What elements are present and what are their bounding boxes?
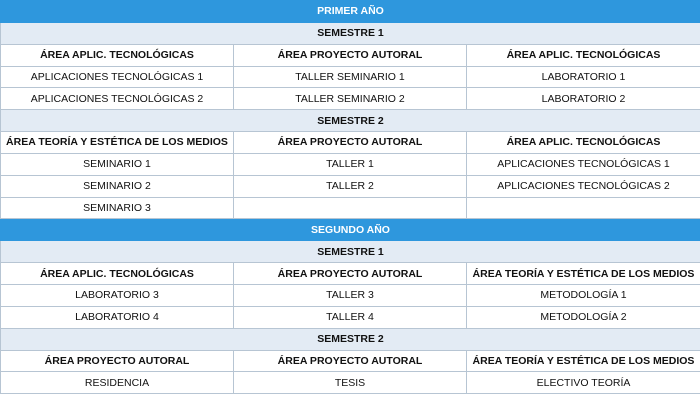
table-row: [1, 284, 700, 306]
course-cell: TALLER SEMINARIO 2: [234, 88, 467, 110]
course-cell: LABORATORIO 2: [467, 88, 700, 110]
area-header-row: [1, 350, 700, 372]
course-cell: TALLER SEMINARIO 1: [234, 66, 467, 88]
course-cell: ELECTIVO TEORÍA: [467, 372, 700, 394]
course-cell: METODOLOGÍA 1: [467, 284, 700, 306]
table-row: [1, 153, 700, 175]
area-header: ÁREA TEORÍA Y ESTÉTICA DE LOS MEDIOS: [467, 263, 700, 285]
area-header: ÁREA PROYECTO AUTORAL: [1, 350, 234, 372]
course-cell: APLICACIONES TECNOLÓGICAS 2: [1, 88, 234, 110]
table-row: [1, 66, 700, 88]
area-header: ÁREA PROYECTO AUTORAL: [234, 263, 467, 285]
course-cell: APLICACIONES TECNOLÓGICAS 1: [1, 66, 234, 88]
course-cell: LABORATORIO 1: [467, 66, 700, 88]
course-cell: LABORATORIO 3: [1, 284, 234, 306]
area-header: ÁREA APLIC. TECNOLÓGICAS: [1, 44, 234, 66]
area-header: ÁREA PROYECTO AUTORAL: [234, 350, 467, 372]
course-cell: SEMINARIO 1: [1, 153, 234, 175]
empty-cell: [234, 197, 467, 219]
course-cell: TALLER 2: [234, 175, 467, 197]
course-cell: SEMINARIO 3: [1, 197, 234, 219]
course-cell: TALLER 4: [234, 306, 467, 328]
area-header: ÁREA PROYECTO AUTORAL: [234, 132, 467, 154]
area-header-row: [1, 44, 700, 66]
year-title: SEGUNDO AÑO: [1, 219, 700, 241]
table-row: [1, 306, 700, 328]
semester-header-row: [1, 328, 700, 350]
table-row: [1, 372, 700, 394]
course-cell: TALLER 3: [234, 284, 467, 306]
course-cell: RESIDENCIA: [1, 372, 234, 394]
course-cell: SEMINARIO 2: [1, 175, 234, 197]
course-cell: METODOLOGÍA 2: [467, 306, 700, 328]
area-header-row: [1, 263, 700, 285]
area-header: ÁREA APLIC. TECNOLÓGICAS: [467, 132, 700, 154]
course-cell: TESIS: [234, 372, 467, 394]
semester-header-row: [1, 22, 700, 44]
area-header: ÁREA TEORÍA Y ESTÉTICA DE LOS MEDIOS: [467, 350, 700, 372]
empty-cell: [467, 197, 700, 219]
year-header-row: [1, 1, 700, 23]
semester-header-row: [1, 241, 700, 263]
area-header: ÁREA APLIC. TECNOLÓGICAS: [1, 263, 234, 285]
course-cell: APLICACIONES TECNOLÓGICAS 1: [467, 153, 700, 175]
course-cell: LABORATORIO 4: [1, 306, 234, 328]
year-title: PRIMER AÑO: [1, 1, 700, 23]
area-header-row: [1, 132, 700, 154]
semester-title: SEMESTRE 2: [1, 110, 700, 132]
table-row: [1, 197, 700, 219]
course-cell: APLICACIONES TECNOLÓGICAS 2: [467, 175, 700, 197]
area-header: ÁREA PROYECTO AUTORAL: [234, 44, 467, 66]
semester-title: SEMESTRE 2: [1, 328, 700, 350]
table-row: [1, 175, 700, 197]
area-header: ÁREA TEORÍA Y ESTÉTICA DE LOS MEDIOS: [1, 132, 234, 154]
table-row: [1, 88, 700, 110]
year-header-row: [1, 219, 700, 241]
semester-title: SEMESTRE 1: [1, 241, 700, 263]
semester-title: SEMESTRE 1: [1, 22, 700, 44]
semester-header-row: [1, 110, 700, 132]
course-cell: TALLER 1: [234, 153, 467, 175]
area-header: ÁREA APLIC. TECNOLÓGICAS: [467, 44, 700, 66]
